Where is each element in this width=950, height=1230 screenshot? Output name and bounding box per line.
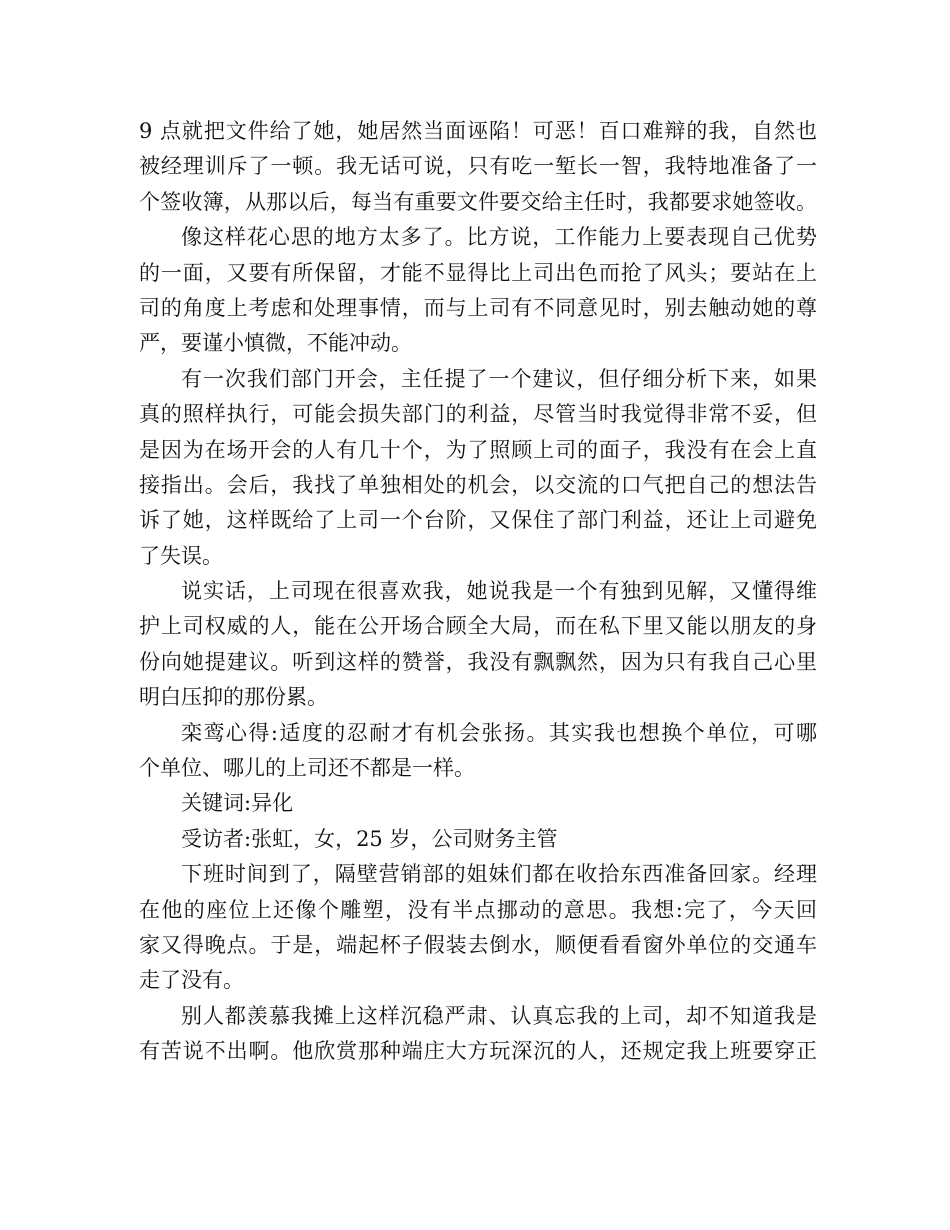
text-line: 家又得晚点。于是，端起杯子假装去倒水，顺便看看窗外单位的交通车 — [139, 932, 817, 957]
text-line: 9 点就把文件给了她，她居然当面诬陷！可恶！百口难辩的我，自然也 — [139, 119, 817, 143]
article-body — [139, 114, 817, 1070]
paragraph-first-line: 下班时间到了，隔壁营销部的姐妹们都在收拾东西准备回家。经理 — [181, 862, 817, 887]
text-line: 是因为在场开会的人有几十个，为了照顾上司的面子，我没有在会上直 — [139, 437, 817, 462]
text-line: 在他的座位上还像个雕塑，没有半点挪动的意思。我想:完了，今天回 — [139, 897, 817, 922]
text-line: 个签收簿，从那以后，每当有重要文件要交给主任时，我都要求她签收。 — [139, 189, 817, 214]
text-line: 被经理训斥了一顿。我无话可说，只有吃一堑长一智，我特地准备了一 — [139, 154, 817, 179]
text-line: 了失误。 — [139, 543, 223, 568]
paragraph-first-line: 别人都羡慕我摊上这样沉稳严肃、认真忘我的上司，却不知道我是 — [181, 1003, 817, 1028]
paragraph-first-line: 像这样花心思的地方太多了。比方说，工作能力上要表现自己优势 — [181, 225, 817, 250]
text-line: 明白压抑的那份累。 — [139, 685, 328, 710]
text-line: 个单位、哪儿的上司还不都是一样。 — [139, 756, 475, 781]
text-line: 真的照样执行，可能会损失部门的利益，尽管当时我觉得非常不妥，但 — [139, 402, 817, 427]
text-line: 走了没有。 — [139, 968, 244, 993]
text-line: 份向她提建议。听到这样的赞誉，我没有飘飘然，因为只有我自己心里 — [139, 649, 817, 674]
keyword-line: 关键词:异化 — [181, 791, 294, 816]
paragraph-first-line: 栾鸾心得:适度的忍耐才有机会张扬。其实我也想换个单位，可哪 — [181, 720, 817, 745]
paragraph-first-line: 有一次我们部门开会，主任提了一个建议，但仔细分析下来，如果 — [181, 366, 817, 391]
interviewee-line: 受访者:张虹，女，25 岁，公司财务主管 — [181, 826, 558, 851]
text-line: 接指出。会后，我找了单独相处的机会，以交流的口气把自己的想法告 — [139, 472, 817, 497]
text-line: 严，要谨小慎微，不能冲动。 — [139, 331, 412, 356]
text-line: 护上司权威的人，能在公开场合顾全大局，而在私下里又能以朋友的身 — [139, 614, 817, 639]
text-line: 的一面，又要有所保留，才能不显得比上司出色而抢了风头；要站在上 — [139, 260, 817, 285]
text-line: 诉了她，这样既给了上司一个台阶，又保住了部门利益，还让上司避免 — [139, 508, 817, 533]
text-line: 司的角度上考虑和处理事情，而与上司有不同意见时，别去触动她的尊 — [139, 295, 817, 320]
text-line: 有苦说不出啊。他欣赏那种端庄大方玩深沉的人，还规定我上班要穿正 — [139, 1039, 817, 1064]
paragraph-first-line: 说实话，上司现在很喜欢我，她说我是一个有独到见解，又懂得维 — [181, 579, 817, 604]
